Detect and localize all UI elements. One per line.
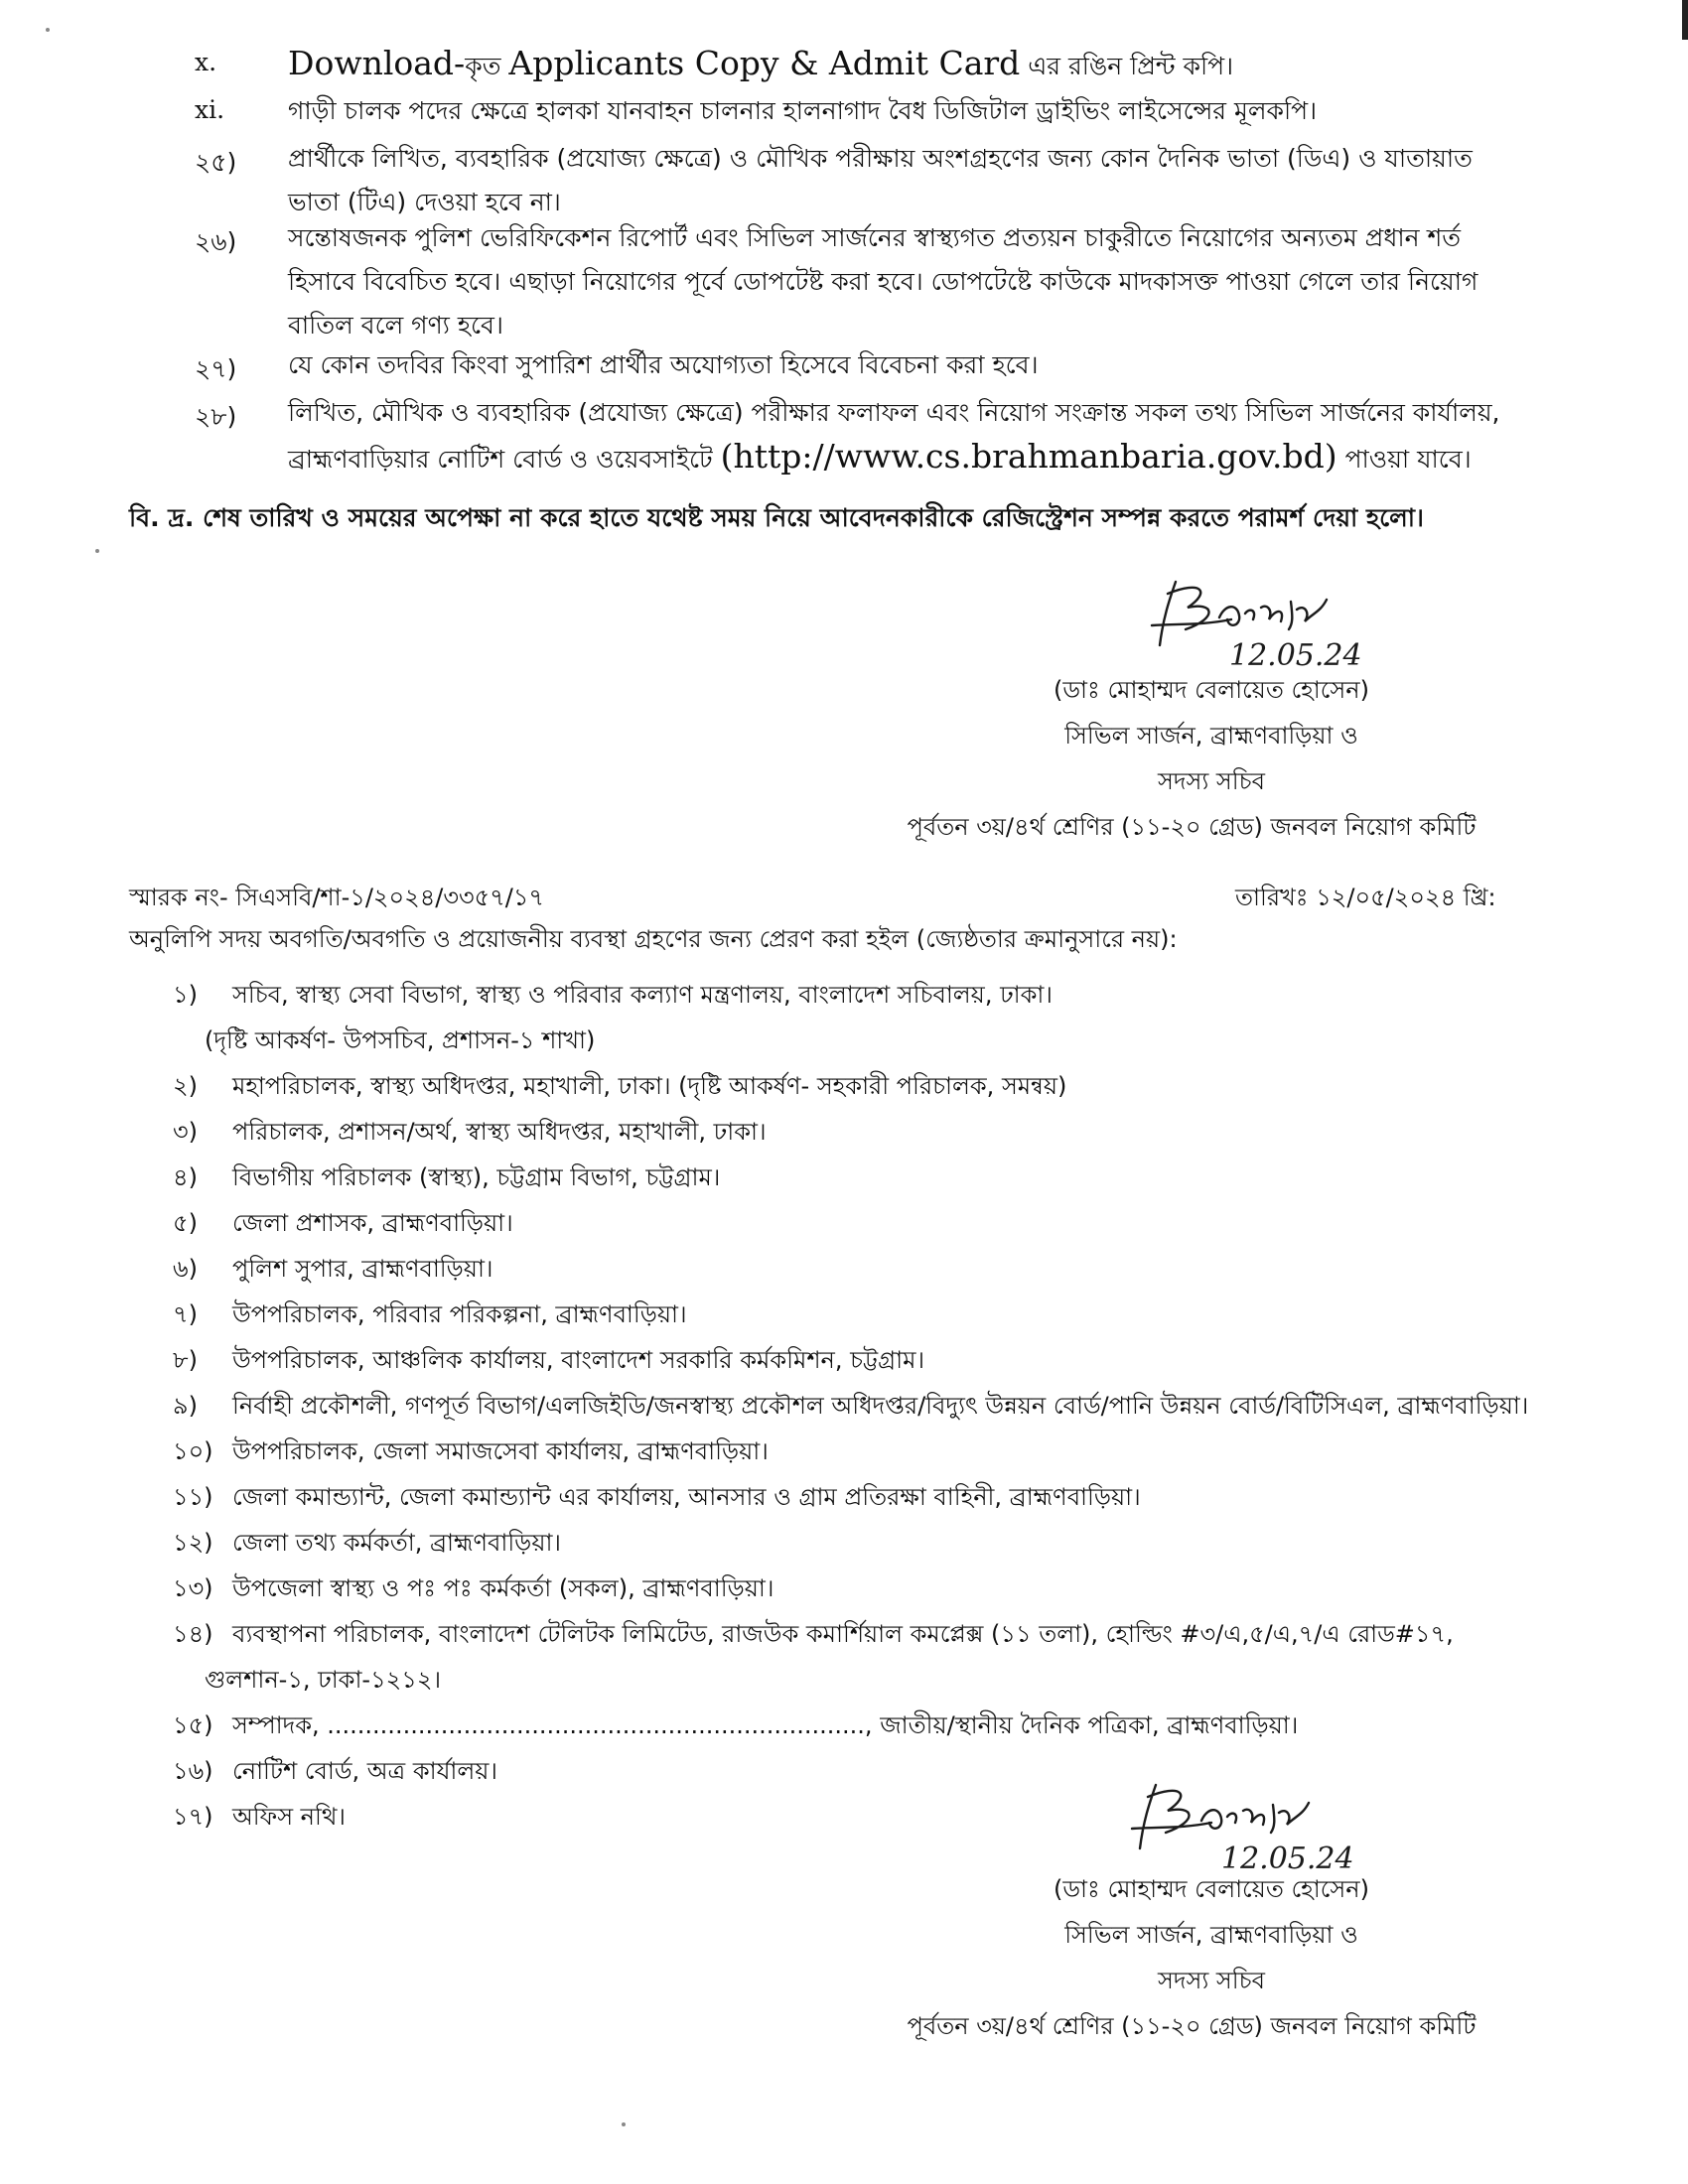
- copy-list-item: [173, 1114, 767, 1154]
- copy-item-text: উপজেলা স্বাস্থ্য ও পঃ পঃ কর্মকর্তা (সকল), ব্রাহ্মণবাড়িয়া।: [232, 1574, 774, 1602]
- copy-list-item: [173, 977, 1053, 1017]
- item-text-line: [288, 341, 1039, 389]
- copy-list-item: [173, 1251, 492, 1291]
- copy-item-text: উপপরিচালক, পরিবার পরিকল্পনা, ব্রাহ্মণবাড়িয়া।: [232, 1300, 687, 1328]
- copy-item-number: ১৭): [173, 1803, 213, 1831]
- copy-item-number: ১৪): [173, 1620, 213, 1648]
- copy-item-text: উপপরিচালক, জেলা সমাজসেবা কার্যালয়, ব্রাহ্মণবাড়িয়া।: [232, 1437, 769, 1465]
- scan-speck: [622, 2122, 626, 2126]
- item-text-line: [288, 214, 1461, 262]
- copy-list-item: [173, 1297, 687, 1336]
- copy-list-item: [173, 1753, 497, 1793]
- item-text-line: [288, 433, 1472, 483]
- text-run: Download-: [288, 44, 466, 82]
- copy-list-item: [173, 1205, 513, 1245]
- memo-reference: স্মারক নং- সিএসবি/শা-১/২০২৪/৩৩৫৭/১৭: [129, 884, 545, 911]
- signatory-title: সিভিল সার্জন, ব্রাহ্মণবাড়িয়া ও: [1064, 722, 1358, 750]
- copy-item-number: ১৬): [173, 1757, 213, 1785]
- signatory-role: সদস্য সচিব: [1158, 767, 1265, 795]
- copy-item-number: ১০): [173, 1437, 213, 1465]
- copy-item-number: ১): [173, 981, 198, 1009]
- copy-list-item: [173, 1799, 346, 1839]
- copy-item-number: ১১): [173, 1483, 213, 1511]
- copy-item-continuation: (দৃষ্টি আকর্ষণ- উপসচিব, প্রশাসন-১ শাখা): [205, 1026, 596, 1054]
- text-run: ভাতা (টিএ) দেওয়া হবে না।: [288, 188, 561, 216]
- copy-item-number: ৬): [173, 1255, 198, 1283]
- copy-list-item: [173, 1388, 1528, 1428]
- copy-item-number: ৭): [173, 1300, 198, 1328]
- signatory-block-1: [993, 667, 1430, 804]
- copy-item-text: মহাপরিচালক, স্বাস্থ্য অধিদপ্তর, মহাখালী, ঢাকা। (দৃষ্টি আকর্ষণ- সহকারী পরিচালক, সমন্বয়): [232, 1072, 1067, 1100]
- item-text-line: [288, 40, 1233, 90]
- copy-item-number: ৫): [173, 1209, 198, 1237]
- text-run: যে কোন তদবির কিংবা সুপারিশ প্রার্থীর অযোগ্যতা হিসেবে বিবেচনা করা হবে।: [288, 350, 1039, 379]
- copy-list-item: [173, 1616, 1454, 1656]
- copy-item-number: ১৩): [173, 1574, 213, 1602]
- text-run: হিসাবে বিবেচিত হবে। এছাড়া নিয়োগের পূর্বে ডোপটেষ্ট করা হবে। ডোপটেষ্টে কাউকে মাদকাসক্ত পাওয়া গেলে তার নিয়োগ: [288, 267, 1478, 296]
- copy-item-text: জেলা প্রশাসক, ব্রাহ্মণবাড়িয়া।: [232, 1209, 513, 1237]
- copy-list-item: [173, 1068, 1066, 1108]
- item-text-line: [288, 87, 1317, 135]
- copy-list-item: [173, 1707, 1298, 1747]
- copy-item-continuation: গুলশান-১, ঢাকা-১২১২।: [205, 1666, 442, 1694]
- copy-list-item: [173, 1160, 720, 1199]
- text-run: পাওয়া যাবে।: [1336, 445, 1472, 474]
- text-run: গাড়ী চালক পদের ক্ষেত্রে হালকা যানবাহন চালনার হালনাগাদ বৈধ ডিজিটাল ড্রাইভিং লাইসেন্সের মূলকপি।: [288, 96, 1318, 125]
- signatory-title: সিভিল সার্জন, ব্রাহ্মণবাড়িয়া ও: [1064, 1921, 1358, 1949]
- item-text-line: [288, 389, 1500, 437]
- item-text-line: [288, 258, 1477, 306]
- copy-item-text: নোটিশ বোর্ড, অত্র কার্যালয়।: [232, 1757, 497, 1785]
- text-run: প্রার্থীকে লিখিত, ব্যবহারিক (প্রযোজ্য ক্ষেত্রে) ও মৌখিক পরীক্ষায় অংশগ্রহণের জন্য কোন দৈনিক ভাতা (ডিএ) ও যাতায়াত: [288, 144, 1473, 173]
- text-run: সন্তোষজনক পুলিশ ভেরিফিকেশন রিপোর্ট এবং সিভিল সার্জনের স্বাস্থ্যগত প্রত্যয়ন চাকুরীতে নিয়োগের অন্যতম প্রধান শর্ত: [288, 223, 1462, 252]
- scan-edge-mark: [1682, 0, 1688, 40]
- text-run: কৃত: [465, 52, 509, 80]
- note-text: বি. দ্র. শেষ তারিখ ও সময়ের অপেক্ষা না করে হাতে যথেষ্ট সময় নিয়ে আবেদনকারীকে রেজিস্ট্রেশন সম্পন্ন করতে পরামর্শ দেয়া হলো।: [129, 503, 1425, 532]
- copy-item-number: ৩): [173, 1118, 198, 1146]
- scan-speck: [95, 549, 99, 553]
- copy-item-text: নির্বাহী প্রকৌশলী, গণপূর্ত বিভাগ/এলজিইডি/জনস্বাস্থ্য প্রকৌশল অধিদপ্তর/বিদ্যুৎ উন্নয়ন বোর্ড/পানি উন্নয়ন বোর্ড/বিটিসিএল, ব্রাহ্মণবাড়িয়া।: [232, 1392, 1529, 1420]
- copy-item-number: ২): [173, 1072, 198, 1100]
- signatory-committee-2: পূর্বতন ৩য়/৪র্থ শ্রেণির (১১-২০ গ্রেড) জনবল নিয়োগ কমিটি: [907, 2012, 1477, 2040]
- copy-item-text: বিভাগীয় পরিচালক (স্বাস্থ্য), চট্টগ্রাম বিভাগ, চট্টগ্রাম।: [232, 1163, 721, 1191]
- signature-image: [1122, 1775, 1380, 1874]
- signatory-role: সদস্য সচিব: [1158, 1967, 1265, 1994]
- item-number: ২৮): [195, 402, 237, 431]
- copy-item-text: পুলিশ সুপার, ব্রাহ্মণবাড়িয়া।: [232, 1255, 493, 1283]
- text-run: ব্রাহ্মণবাড়িয়ার নোটিশ বোর্ড ও ওয়েবসাইটে: [288, 445, 721, 474]
- text-run: লিখিত, মৌখিক ও ব্যবহারিক (প্রযোজ্য ক্ষেত্রে) পরীক্ষার ফলাফল এবং নিয়োগ সংক্রান্ত সকল তথ্য সিভিল সার্জনের কার্যালয়,: [288, 398, 1500, 427]
- copy-item-number: ৯): [173, 1392, 198, 1420]
- item-number: x.: [195, 48, 217, 76]
- memo-date: তারিখঃ ১২/০৫/২০২৪ খ্রি:: [1235, 884, 1496, 911]
- signatory-name: (ডাঃ মোহাম্মদ বেলায়েত হোসেন): [1054, 1875, 1369, 1903]
- copy-list-item: [173, 1433, 769, 1473]
- copy-item-text: উপপরিচালক, আঞ্চলিক কার্যালয়, বাংলাদেশ সরকারি কর্মকমিশন, চট্টগ্রাম।: [232, 1346, 925, 1374]
- copy-item-number: ১২): [173, 1529, 213, 1557]
- copy-item-text: পরিচালক, প্রশাসন/অর্থ, স্বাস্থ্য অধিদপ্তর, মহাখালী, ঢাকা।: [232, 1118, 767, 1146]
- text-run: (http://www.cs.brahmanbaria.gov.bd): [720, 437, 1337, 476]
- text-run: এর রঙিন প্রিন্ট কপি।: [1020, 52, 1234, 80]
- copy-list-item: [173, 1570, 774, 1610]
- copy-item-text: জেলা কমান্ড্যান্ট, জেলা কমান্ড্যান্ট এর কার্যালয়, আনসার ও গ্রাম প্রতিরক্ষা বাহিনী, ব্রাহ্মণবাড়িয়া।: [232, 1483, 1141, 1511]
- copy-item-text: সম্পাদক, ......................................................................., জাতীয়/স্থানীয় দৈনিক পত্রিকা, ব্রাহ্মণবাড়িয়া।: [232, 1711, 1299, 1739]
- item-number: ২৫): [195, 148, 237, 177]
- scan-speck: [46, 28, 50, 32]
- item-text-line: [288, 135, 1473, 183]
- signatory-committee-1: পূর্বতন ৩য়/৪র্থ শ্রেণির (১১-২০ গ্রেড) জনবল নিয়োগ কমিটি: [907, 813, 1477, 841]
- copy-item-text: ব্যবস্থাপনা পরিচালক, বাংলাদেশ টেলিটক লিমিটেড, রাজউক কমার্শিয়াল কমপ্লেক্স (১১ তলা), হোল্ডিং #৩/এ,৫/এ,৭/এ রোড#১৭,: [232, 1620, 1454, 1648]
- svg-text:12.05.24: 12.05.24: [1221, 1842, 1354, 1874]
- copy-item-text: অফিস নথি।: [232, 1803, 346, 1831]
- copy-item-number: ৪): [173, 1163, 198, 1191]
- copy-list-item: [173, 1479, 1141, 1519]
- copy-item-number: ১৫): [173, 1711, 213, 1739]
- item-number: ২৬): [195, 227, 237, 256]
- svg-text:12.05.24: 12.05.24: [1229, 638, 1362, 673]
- copy-intro: অনুলিপি সদয় অবগতি/অবগতি ও প্রয়োজনীয় ব্যবস্থা গ্রহণের জন্য প্রেরণ করা হইল (জ্যেষ্ঠতার ক্রমানুসারে নয়):: [129, 925, 1178, 953]
- copy-list-item: [173, 1525, 561, 1565]
- copy-item-text: জেলা তথ্য কর্মকর্তা, ব্রাহ্মণবাড়িয়া।: [232, 1529, 562, 1557]
- text-run: বাতিল বলে গণ্য হবে।: [288, 311, 503, 340]
- signature-image: [1142, 574, 1390, 673]
- signatory-name: (ডাঃ মোহাম্মদ বেলায়েত হোসেন): [1054, 676, 1369, 704]
- signatory-block-2: [993, 1866, 1430, 2003]
- text-run: Applicants Copy & Admit Card: [508, 44, 1021, 82]
- item-number: ২৭): [195, 354, 237, 383]
- item-number: xi.: [195, 95, 225, 124]
- copy-item-number: ৮): [173, 1346, 198, 1374]
- copy-list-item: [173, 1342, 924, 1382]
- copy-item-text: সচিব, স্বাস্থ্য সেবা বিভাগ, স্বাস্থ্য ও পরিবার কল্যাণ মন্ত্রণালয়, বাংলাদেশ সচিবালয়, ঢাকা।: [232, 981, 1053, 1009]
